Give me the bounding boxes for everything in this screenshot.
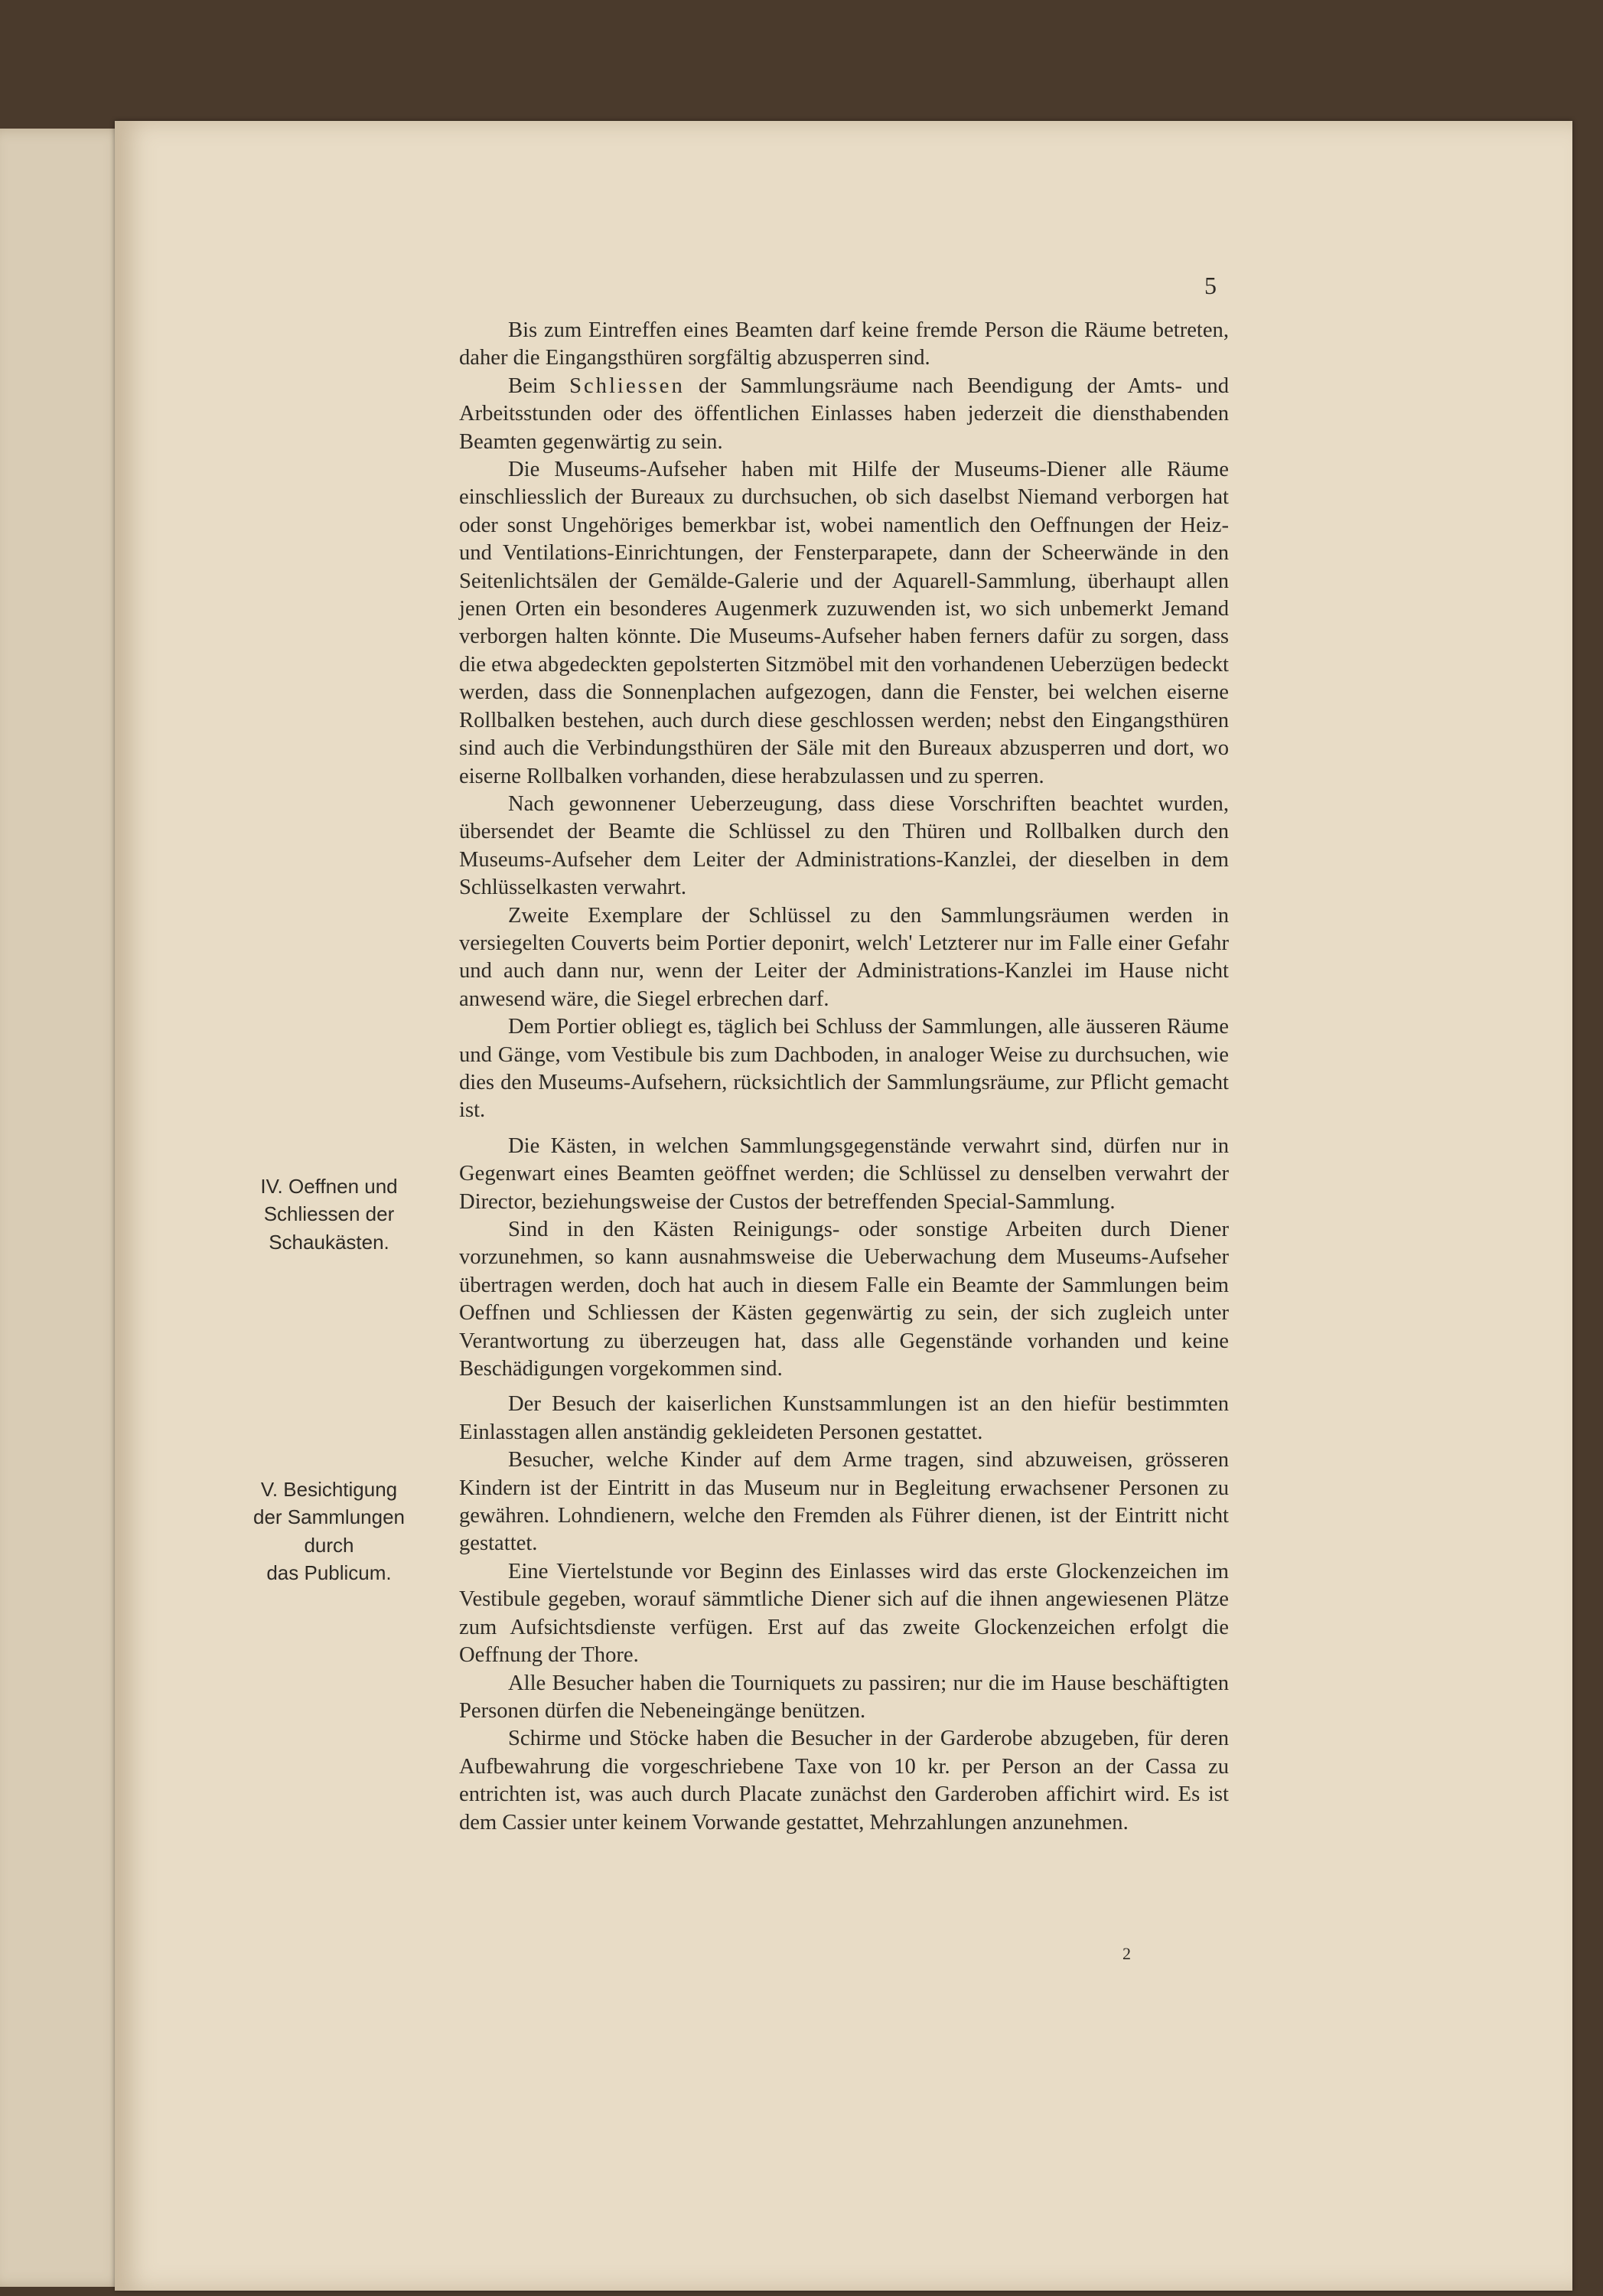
section-5-heading-line: das Publicum. (266, 1561, 392, 1585)
section-5-heading (230, 1476, 428, 1587)
section-5-paragraph: Alle Besucher haben die Tourniquets zu passiren; nur die im Hause beschäftigten Personen dürfen die Nebeneingänge benützen. (459, 1671, 1229, 1723)
section-5-heading-line: der Sammlungen (253, 1505, 405, 1529)
section-5-paragraph: Besucher, welche Kinder auf dem Arme tragen, sind abzuweisen, grösseren Kindern ist der Eintritt in das Museum nur in Begleitung erwachsener Personen zu gewähren. Lohndienern, welche den Fremden als Führer dienen, ist der Eintritt nicht gestattet. (459, 1448, 1229, 1556)
section-5-heading-line: durch (304, 1533, 354, 1557)
section-5-paragraph: Schirme und Stöcke haben die Besucher in der Garderobe abzugeben, für deren Aufbewahrung die vorgeschriebene Taxe von 10 kr. per Person an der Cassa zu entrichten ist, was auch durch Placate zunächst den Garderoben affichirt wird. Es ist dem Cassier unter keinem Vorwande gestattet, Mehrzahlungen anzunehmen. (459, 1727, 1229, 1835)
paragraph: Dem Portier obliegt es, täglich bei Schluss der Sammlungen, alle äusseren Räume und Gänge, vom Vestibule bis zum Dachboden, in analoger Weise zu durchsuchen, wie dies den Museums-Aufsehern, rücksichtlich der Sammlungsräume, zur Pflicht gemacht ist. (459, 1015, 1229, 1123)
section-4-heading-line: Schliessen der (263, 1202, 395, 1226)
paragraph: Die Museums-Aufseher haben mit Hilfe der Museums-Diener alle Räume einschliesslich der Bureaux zu durchsuchen, ob sich daselbst Niemand verborgen hat oder sonst Ungehöriges bemerkbar ist, wobei namentlich den Oeffnungen der Heiz- und Ventilations-Einrichtungen, der Fensterparapete, dann der Scheerwände in den Seitenlichtsälen der Gemälde-Galerie und der Aquarell-Sammlung, überhaupt allen jenen Orten ein besonderes Augenmerk zuzuwenden ist, wo sich unbemerkt Jemand verborgen halten könnte. Die Museums-Aufseher haben ferners dafür zu sorgen, dass die etwa abgedeckten gepolsterten Sitzmöbel mit den vorhandenen Ueberzügen bedeckt werden, dass die Sonnenplachen aufgezogen, dann die Fenster, bei welchen eiserne Rollbalken bestehen, auch durch diese geschlossen werden; nebst den Eingangsthüren sind auch die Verbindungsthüren der Säle mit den Bureaux abzusperren und dort, wo eiserne Rollbalken vorhanden, diese herabzulassen und zu sperren. (459, 458, 1229, 788)
emphasized-word: Schliessen (569, 373, 685, 398)
section-4-paragraph: Die Kästen, in welchen Sammlungsgegenstände verwahrt sind, dürfen nur in Gegenwart eines Beamten geöffnet werden; die Schlüssel zu denselben verwahrt der Director, beziehungsweise der Custos der betreffenden Special-Sammlung. (459, 1133, 1229, 1214)
section-5-heading-line: V. Besichtigung (260, 1478, 398, 1501)
section-4-heading (230, 1172, 428, 1256)
paragraph: Zweite Exemplare der Schlüssel zu den Sammlungsräumen werden in versiegelten Couverts beim Portier deponirt, welch' Letzterer nur im Falle einer Gefahr und auch dann nur, wenn der Leiter der Administrations-Kanzlei im Hause nicht anwesend wäre, die Siegel erbrechen darf. (459, 903, 1229, 1011)
printer-signature-mark: 2 (1122, 1944, 1131, 1963)
paragraph (459, 373, 1229, 456)
body-text (459, 317, 1229, 1837)
page-number: 5 (1204, 272, 1217, 299)
paragraph-text: Beim (508, 373, 570, 398)
section-4-paragraph: Sind in den Kästen Reinigungs- oder sonstige Arbeiten durch Diener vorzunehmen, so kann ausnahmsweise die Ueberwachung dem Museums-Aufseher übertragen werden, doch hat auch in diesem Falle ein Beamte der Sammlungen beim Oeffnen und Schliessen der Kästen gegenwärtig zu sein, der sich zugleich unter Verantwortung zu überzeugen hat, dass alle Gegenstände vorhanden und keine Beschädigungen vorgekommen sind. (459, 1218, 1229, 1381)
section-4-heading-line: Schaukästen. (269, 1230, 389, 1254)
section-4-heading-line: IV. Oeffnen und (260, 1175, 398, 1198)
section-5-paragraph: Der Besuch der kaiserlichen Kunstsammlungen ist an den hiefür bestimmten Einlasstagen allen anständig gekleideten Personen gestattet. (459, 1392, 1229, 1444)
paragraph: Bis zum Eintreffen eines Beamten darf keine fremde Person die Räume betreten, daher die Eingangsthüren sorgfältig abzusperren sind. (459, 318, 1229, 370)
facing-page-edge (0, 129, 128, 2287)
section-5-paragraph: Eine Viertelstunde vor Beginn des Einlasses wird das erste Glockenzeichen im Vestibule gegeben, worauf sämmtliche Diener sich auf die ihnen angewiesenen Plätze zum Aufsichtsdienste verfügen. Erst auf das zweite Glockenzeichen erfolgt die Oeffnung der Thore. (459, 1559, 1229, 1668)
paragraph: Nach gewonnener Ueberzeugung, dass diese Vorschriften beachtet wurden, übersendet der Beamte die Schlüssel zu den Thüren und Rollbalken durch den Museums-Aufseher dem Leiter der Administrations-Kanzlei, der dieselben in dem Schlüsselkasten verwahrt. (459, 791, 1229, 900)
paragraph-text: der Sammlungsräume nach Beendigung der Amts- und Arbeitsstunden oder des öffentlichen Einlasses haben jederzeit die diensthabenden Beamten gegenwärtig zu sein. (459, 373, 1229, 454)
